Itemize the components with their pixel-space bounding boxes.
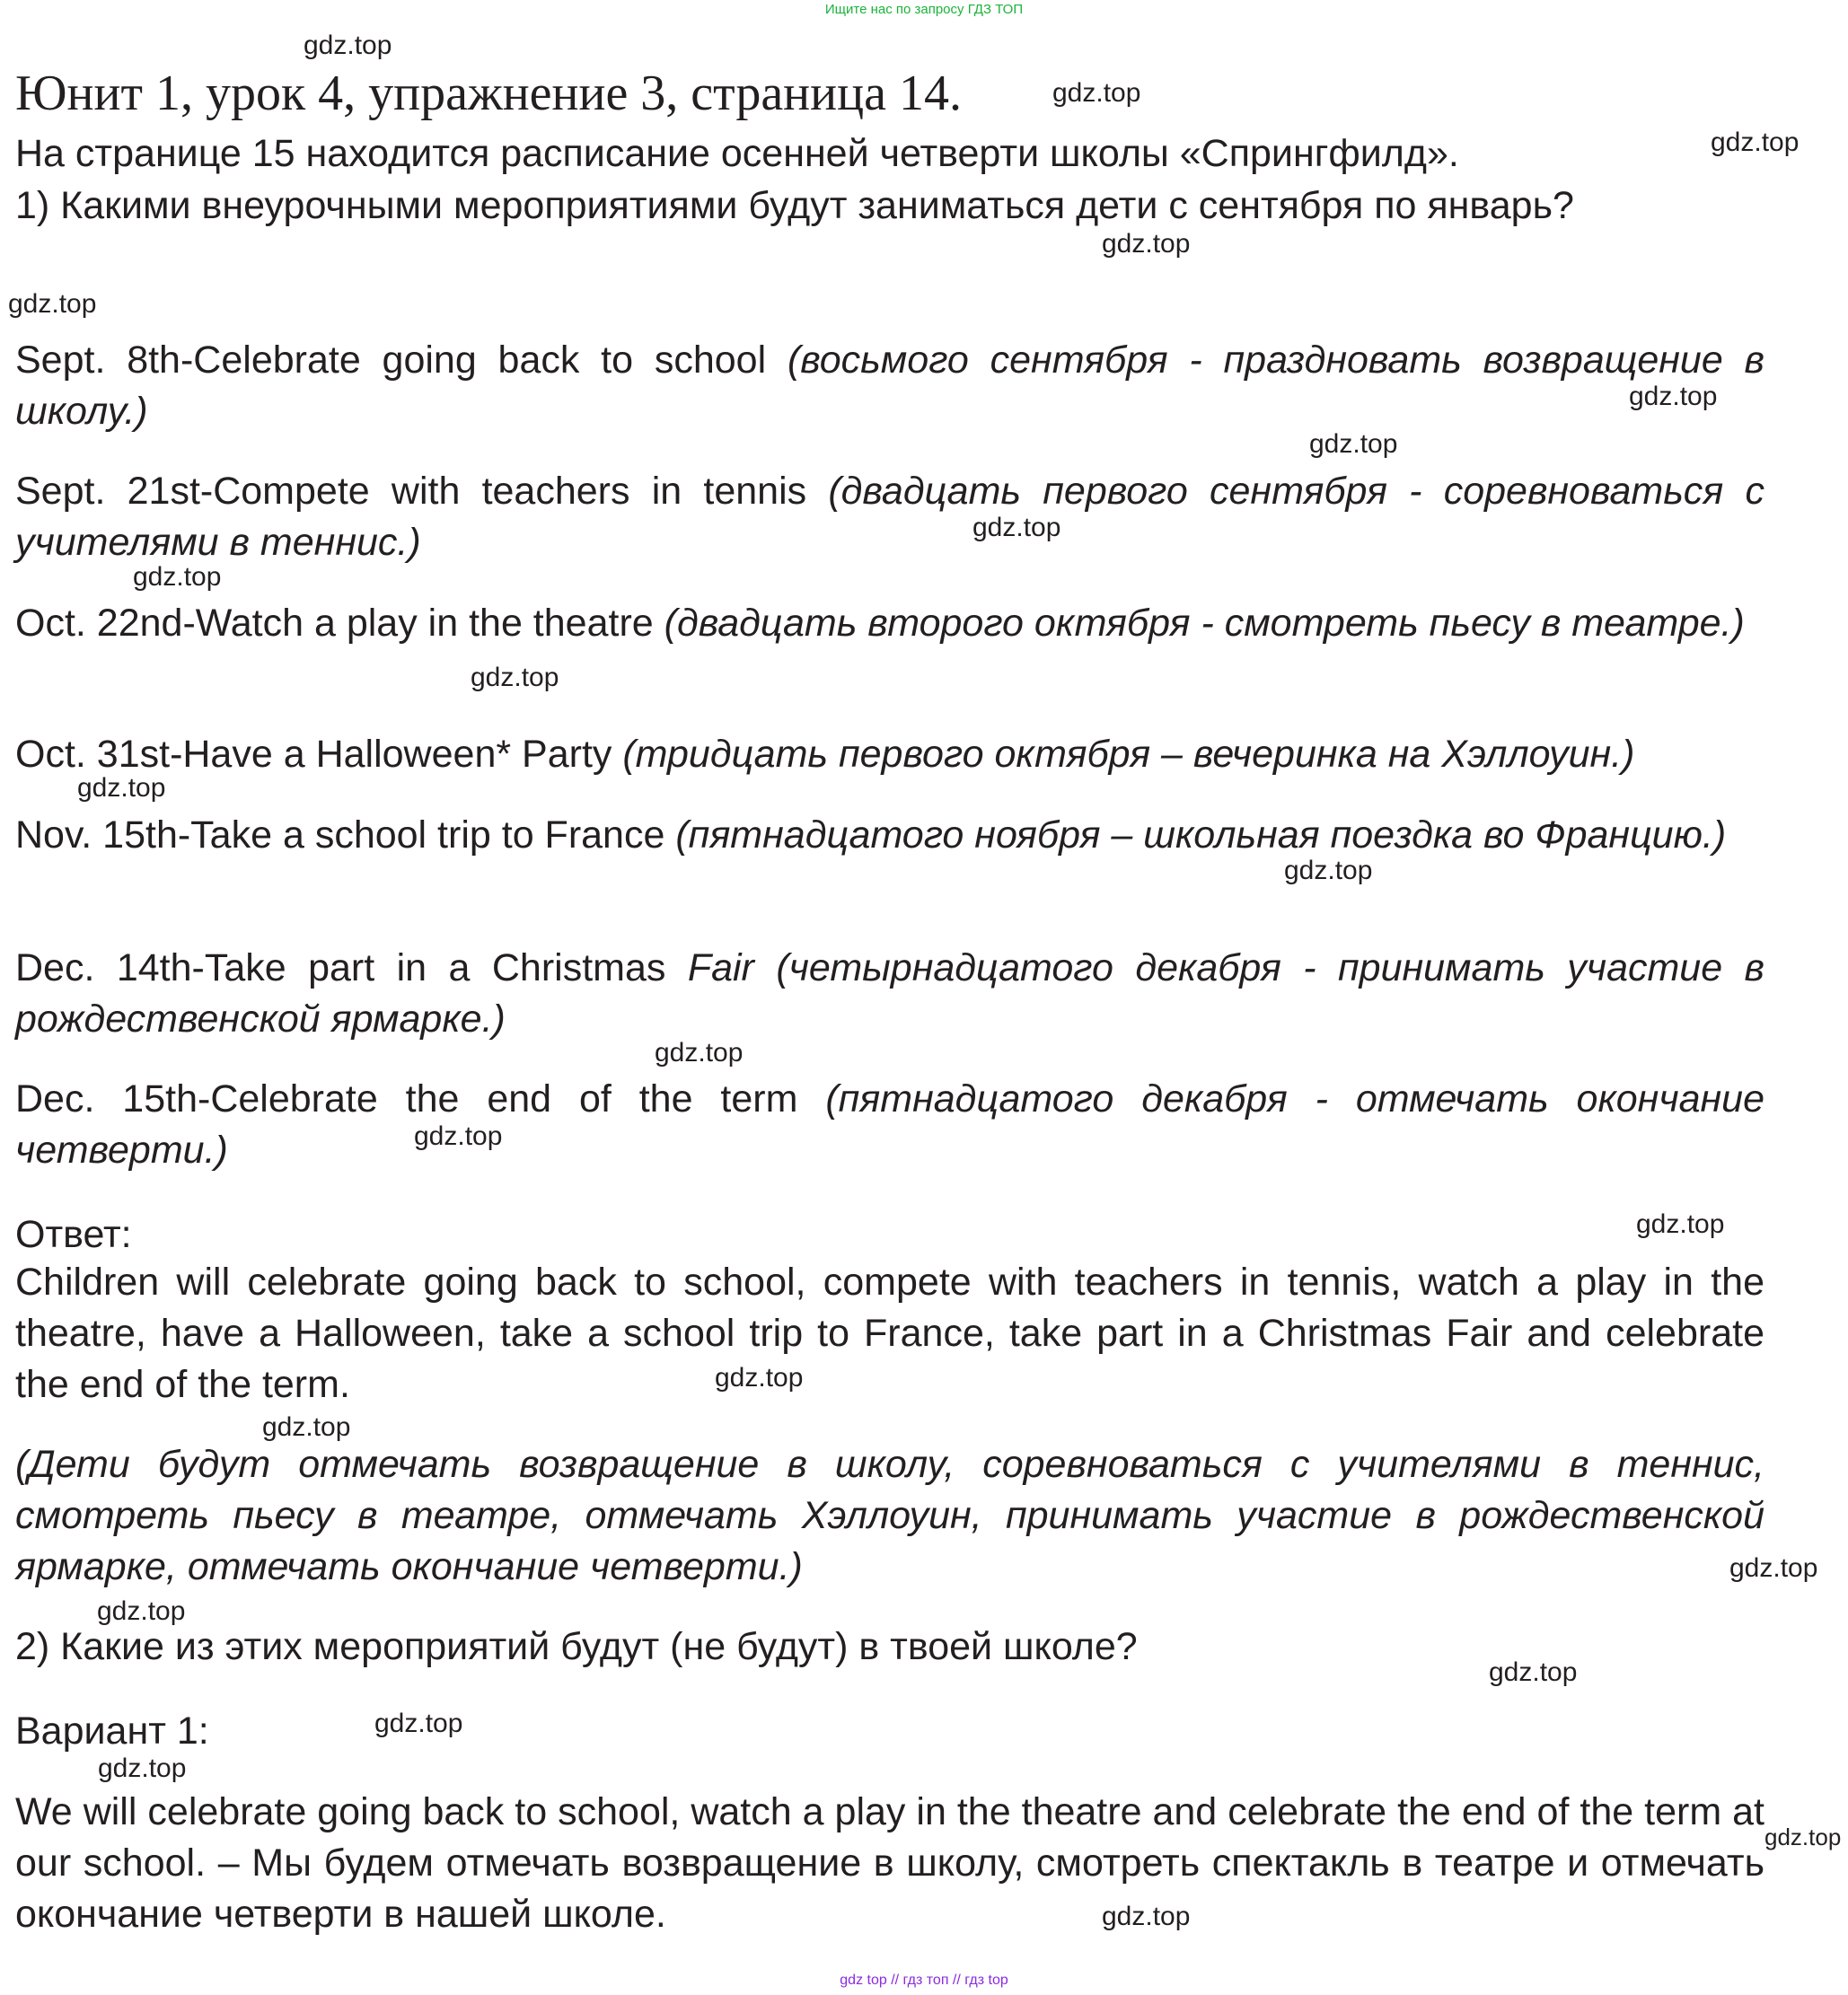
watermark: gdz.top xyxy=(1636,1209,1725,1239)
event-7 xyxy=(15,1074,1764,1176)
watermark: gdz.top xyxy=(262,1412,351,1442)
watermark: gdz.top xyxy=(655,1038,744,1068)
event-6-en: Dec. 14th-Take part in a Christmas xyxy=(15,946,666,989)
watermark: gdz.top xyxy=(304,31,392,60)
answer-label: Ответ: xyxy=(15,1213,132,1256)
answer-en: Children will celebrate going back to school, compete with teachers in tennis, watch a play in the theatre, have a Halloween, take a school trip to France, take part in a Christmas Fair and celebrate the end of the term. xyxy=(15,1261,1764,1406)
footer: gdz top // гдз топ // гдз top xyxy=(840,1973,1008,1988)
intro-text: На странице 15 находится расписание осенней четверти школы «Спрингфилд». xyxy=(15,132,1459,175)
watermark: gdz.top xyxy=(1711,127,1800,157)
watermark: gdz.top xyxy=(471,663,559,692)
event-1 xyxy=(15,335,1764,437)
watermark: gdz.top xyxy=(1102,1902,1191,1931)
watermark: gdz.top xyxy=(97,1596,186,1626)
watermark: gdz.top xyxy=(1764,1824,1842,1850)
answer-ru: (Дети будут отмечать возвращение в школу, соревноваться с учителями в теннис, смотреть пьесу в театре, отмечать Хэллоуин, принимать участие в рождественской ярмарке, отмечать окончание четверти.) xyxy=(15,1443,1764,1588)
variant-text: We will celebrate going back to school, watch a play in the theatre and celebrate the end of the term at our school. – Мы будем отмечать возвращение в школу, смотреть спектакль в театре и отмечать окончание четверти в нашей школе. xyxy=(15,1790,1764,1936)
watermark: gdz.top xyxy=(98,1753,187,1783)
event-7-ru: (пятнадцатого декабря - отмечать окончание четверти.) xyxy=(15,1077,1765,1172)
watermark: gdz.top xyxy=(8,289,97,319)
event-2 xyxy=(15,466,1764,568)
event-3 xyxy=(15,598,1764,649)
watermark: gdz.top xyxy=(1309,429,1398,459)
event-5-ru: (пятнадцатого ноября – школьная поездка во Францию.) xyxy=(675,813,1727,857)
event-6-fair: Fair xyxy=(687,946,754,989)
question-2: 2) Какие из этих мероприятий будут (не будут) в твоей школе? xyxy=(15,1625,1138,1668)
watermark: gdz.top xyxy=(1102,229,1191,259)
top-banner: Ищите нас по запросу ГДЗ ТОП xyxy=(824,2,1024,17)
event-2-en: Sept. 21st-Compete with teachers in tennis xyxy=(15,470,807,513)
event-1-ru: (восьмого сентября - праздновать возвращение в школу.) xyxy=(15,338,1764,433)
watermark: gdz.top xyxy=(414,1121,503,1151)
event-6 xyxy=(15,943,1764,1045)
question-1: 1) Какими внеурочными мероприятиями будут заниматься дети с сентября по январь? xyxy=(15,184,1574,227)
event-4-en: Oct. 31st-Have a Halloween* Party xyxy=(15,733,612,776)
watermark: gdz.top xyxy=(715,1363,804,1393)
watermark: gdz.top xyxy=(1729,1553,1818,1583)
event-3-en: Oct. 22nd-Watch a play in the theatre xyxy=(15,602,654,645)
watermark: gdz.top xyxy=(1052,78,1141,108)
watermark: gdz.top xyxy=(77,773,166,803)
event-2-ru: (двадцать первого сентября - соревноваться с учителями в теннис.) xyxy=(15,470,1764,564)
event-4-ru: (тридцать первого октября – вечеринка на Хэллоуин.) xyxy=(622,733,1635,776)
event-6-ru: (четырнадцатого декабря - принимать участие в рождественской ярмарке.) xyxy=(15,946,1764,1041)
event-1-en: Sept. 8th-Celebrate going back to school xyxy=(15,338,767,382)
event-3-ru: (двадцать второго октября - смотреть пьесу в театре.) xyxy=(664,602,1745,645)
watermark: gdz.top xyxy=(1489,1657,1578,1687)
watermark: gdz.top xyxy=(1284,856,1373,885)
watermark: gdz.top xyxy=(972,513,1061,542)
watermark: gdz.top xyxy=(374,1709,463,1738)
watermark: gdz.top xyxy=(133,562,222,592)
event-5-en: Nov. 15th-Take a school trip to France xyxy=(15,813,665,857)
page-title: Юнит 1, урок 4, упражнение 3, страница 14. xyxy=(15,66,962,121)
event-4 xyxy=(15,729,1764,780)
event-5 xyxy=(15,810,1764,861)
watermark: gdz.top xyxy=(1629,382,1718,411)
variant-label: Вариант 1: xyxy=(15,1709,209,1753)
event-7-en: Dec. 15th-Celebrate the end of the term xyxy=(15,1077,798,1121)
